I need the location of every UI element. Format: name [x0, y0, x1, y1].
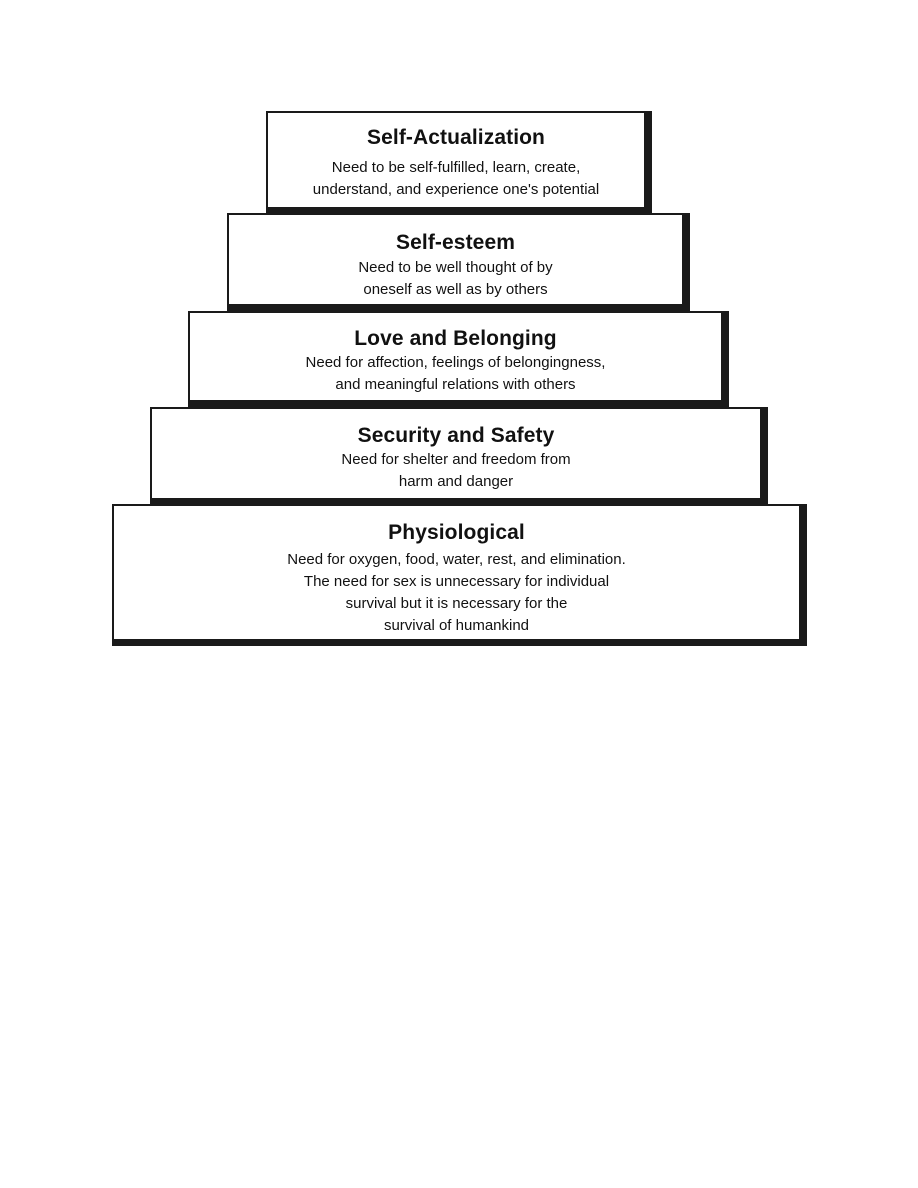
description-line: Need for shelter and freedom from [341, 451, 571, 468]
tier-description [152, 449, 760, 493]
tier-title: Self-esteem [396, 231, 515, 254]
tier-description [229, 257, 682, 301]
description-line: Need to be self-fulfilled, learn, create, [331, 159, 581, 176]
tier-title: Love and Belonging [354, 327, 557, 350]
description-line: harm and danger [398, 473, 514, 490]
tier-description [268, 157, 644, 201]
description-line: survival but it is necessary for the [345, 595, 568, 612]
tier-security-and-safety [150, 407, 768, 505]
tier-title: Self-Actualization [367, 126, 545, 149]
tier-self-esteem [227, 213, 690, 311]
tier-title: Physiological [388, 521, 525, 544]
tier-title: Security and Safety [357, 424, 555, 447]
description-line: oneself as well as by others [363, 281, 548, 298]
tier-description [114, 549, 799, 637]
tier-description [190, 352, 721, 396]
description-line: survival of humankind [383, 617, 530, 634]
description-line: and meaningful relations with others [335, 376, 576, 393]
description-line: Need for affection, feelings of belongingness, [305, 354, 606, 371]
description-line: Need for oxygen, food, water, rest, and elimination. [287, 551, 626, 568]
description-line: understand, and experience one's potential [312, 181, 600, 198]
tier-love-and-belonging [188, 311, 729, 407]
tier-self-actualization [266, 111, 652, 214]
description-line: The need for sex is unnecessary for individual [303, 573, 610, 590]
tier-physiological [112, 504, 807, 646]
description-line: Need to be well thought of by [358, 259, 553, 276]
